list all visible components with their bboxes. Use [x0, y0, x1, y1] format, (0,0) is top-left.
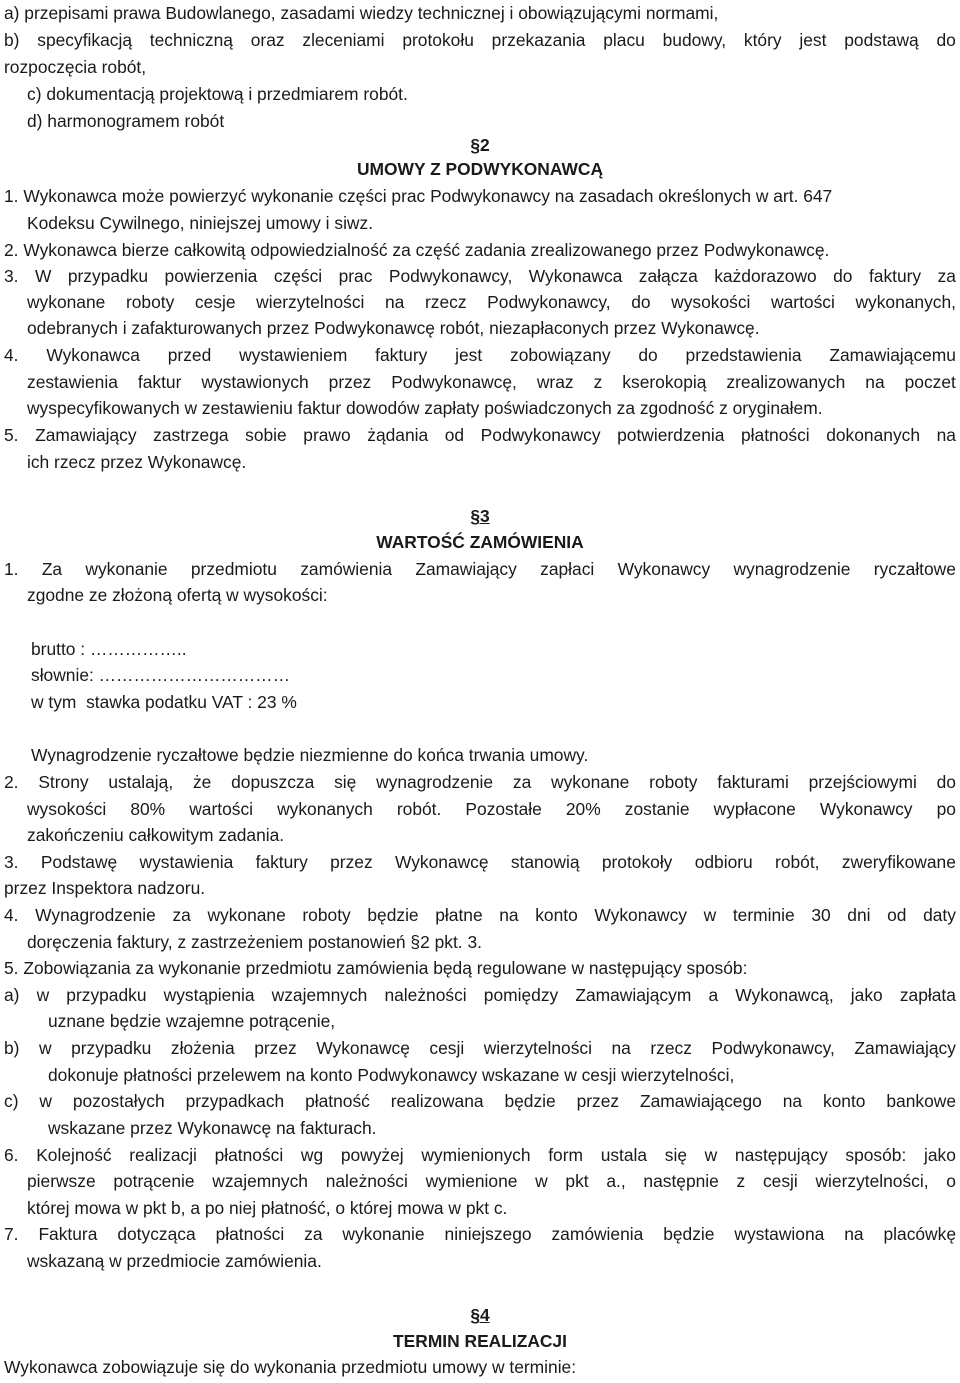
section3-fixed-remuneration: Wynagrodzenie ryczałtowe będzie niezmienne do końca trwania umowy.: [31, 745, 589, 765]
section4-title: TERMIN REALIZACJI: [393, 1331, 567, 1351]
section2-p4-line1: 4. Wykonawca przed wystawieniem faktury jest zobowiązany do przedstawienia Zamawiającemu: [4, 345, 956, 365]
section3-p5a-line1: a) w przypadku wystąpienia wzajemnych należności pomiędzy Zamawiającym a Wykonawcą, jako zapłata: [4, 985, 956, 1005]
section3-p7-line2: wskazaną w przedmiocie zamówienia.: [27, 1251, 322, 1271]
section2-p3-line3: odebranych i zafakturowanych przez Podwykonawcę robót, niezapłaconych przez Wykonawcę.: [27, 318, 760, 338]
section3-p2-line3: zakończeniu całkowitym zadania.: [27, 825, 285, 845]
section2-p2: 2. Wykonawca bierze całkowitą odpowiedzialność za część zadania zrealizowanego przez Podwykonawcę.: [4, 240, 830, 260]
section2-p5-line1: 5. Zamawiający zastrzega sobie prawo żądania od Podwykonawcy potwierdzenia płatności dokonanych na: [4, 425, 956, 445]
section3-p1-line2: zgodne ze złożoną ofertą w wysokości:: [27, 585, 328, 605]
section2-title: UMOWY Z PODWYKONAWCĄ: [356, 159, 604, 179]
section2-p4-line2: zestawienia faktur wystawionych przez Podwykonawcę, wraz z kserokopią zrealizowanych na poczet: [27, 372, 956, 392]
section3-p7-line1: 7. Faktura dotycząca płatności za wykonanie niniejszego zamówienia będzie wystawiona na placówkę: [4, 1224, 956, 1244]
section3-brutto: brutto : ……………..: [31, 639, 187, 659]
section3-title: WARTOŚĆ ZAMÓWIENIA: [376, 532, 584, 552]
section2-number: §2: [470, 135, 490, 155]
section3-p1-line1: 1. Za wykonanie przedmiotu zamówienia Zamawiający zapłaci Wykonawcy wynagrodzenie ryczałtowe: [4, 559, 956, 579]
section3-vat-rate: w tym stawka podatku VAT : 23 %: [31, 692, 297, 712]
section2-p3-line2: wykonane roboty cesje wierzytelności na rzecz Podwykonawcy, do wysokości wartości wykonanych,: [27, 292, 956, 312]
section4-number: §4: [470, 1305, 490, 1325]
intro-item-b-line2: rozpoczęcia robót,: [4, 57, 147, 77]
section3-p6-line1: 6. Kolejność realizacji płatności wg powyżej wymienionych form ustala się w następujący sposób: jako: [4, 1145, 956, 1165]
section3-p5b-line2: dokonuje płatności przelewem na konto Podwykonawcy wskazane w cesji wierzytelności,: [48, 1065, 735, 1085]
section3-p5c-line1: c) w pozostałych przypadkach płatność realizowana będzie przez Zamawiającego na konto bankowe: [4, 1091, 956, 1111]
section2-p1-line2: Kodeksu Cywilnego, niniejszej umowy i siwz.: [27, 213, 374, 233]
section3-p5b-line1: b) w przypadku złożenia przez Wykonawcę cesji wierzytelności na rzecz Podwykonawcy, Zamawiający: [4, 1038, 956, 1058]
intro-item-a: a) przepisami prawa Budowlanego, zasadami wiedzy technicznej i obowiązującymi normami,: [4, 3, 719, 23]
intro-item-c: c) dokumentacją projektową i przedmiarem robót.: [27, 84, 408, 104]
intro-item-d: d) harmonogramem robót: [27, 111, 225, 131]
section2-p5-line2: ich rzecz przez Wykonawcę.: [27, 452, 247, 472]
section4-p1: Wykonawca zobowiązuje się do wykonania przedmiotu umowy w terminie:: [4, 1357, 577, 1377]
section3-p3-line1: 3. Podstawę wystawienia faktury przez Wykonawcę stanowią protokoły odbioru robót, zweryfikowane: [4, 852, 956, 872]
section3-p5: 5. Zobowiązania za wykonanie przedmiotu zamówienia będą regulowane w następujący sposób:: [4, 958, 748, 978]
intro-item-b-line1: b) specyfikacją techniczną oraz zleceniami protokołu przekazania placu budowy, który jest podstawą do: [4, 30, 956, 50]
section2-p1-line1: 1. Wykonawca może powierzyć wykonanie części prac Podwykonawcy na zasadach określonych w art. 647: [4, 186, 833, 206]
section3-p5a-line2: uznane będzie wzajemne potrącenie,: [48, 1011, 336, 1031]
section3-p3-line2: przez Inspektora nadzoru.: [4, 878, 206, 898]
section2-p3-line1: 3. W przypadku powierzenia części prac Podwykonawcy, Wykonawca załącza każdorazowo do faktury za: [4, 266, 956, 286]
section3-p2-line2: wysokości 80% wartości wykonanych robót. Pozostałe 20% zostanie wypłacone Wykonawcy po: [27, 799, 956, 819]
section3-p6-line3: której mowa w pkt b, a po niej płatność, o której mowa w pkt c.: [27, 1198, 508, 1218]
section3-p2-line1: 2. Strony ustalają, że dopuszcza się wynagrodzenie za wykonane roboty fakturami przejściowymi do: [4, 772, 956, 792]
section2-p4-line3: wyspecyfikowanych w zestawieniu faktur dowodów zapłaty poświadczonych za zgodność z oryginałem.: [27, 398, 823, 418]
section3-p4-line2: doręczenia faktury, z zastrzeżeniem postanowień §2 pkt. 3.: [27, 932, 482, 952]
section3-slownie: słownie: ……………………………: [31, 665, 290, 685]
section3-number: §3: [470, 506, 490, 526]
section3-p6-line2: pierwsze potrącenie wzajemnych należności wymienione w pkt a., następnie z cesji wierzytelności, o: [27, 1171, 956, 1191]
section3-p5c-line2: wskazane przez Wykonawcę na fakturach.: [48, 1118, 377, 1138]
section3-p4-line1: 4. Wynagrodzenie za wykonane roboty będzie płatne na konto Wykonawcy w terminie 30 dni od daty: [4, 905, 956, 925]
